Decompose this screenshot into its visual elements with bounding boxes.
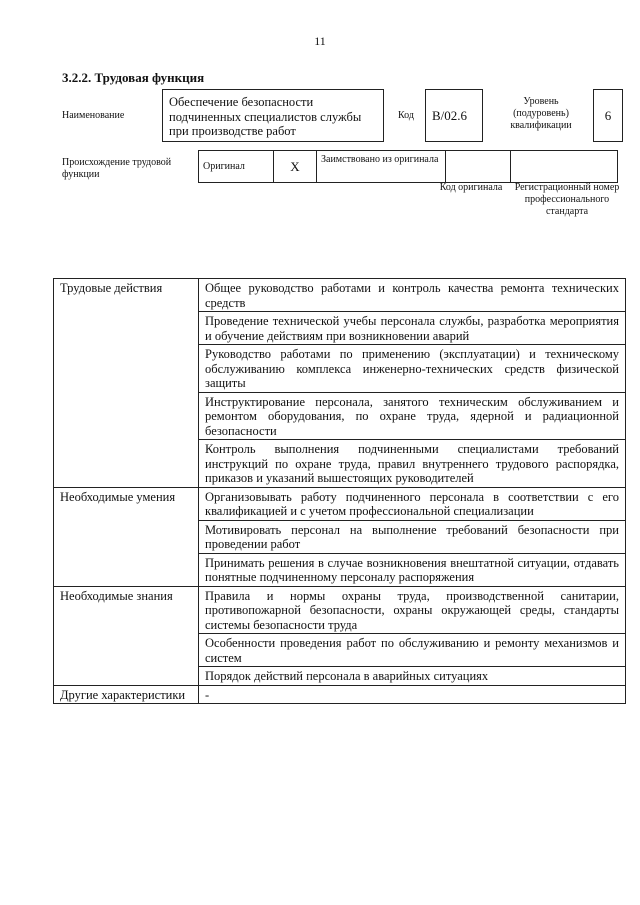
category-labor-actions: Трудовые действия bbox=[54, 279, 199, 488]
row-text: Организовывать работу подчиненного персонала в соответствии с его квалификацией и с учетом профессиональной специализации bbox=[199, 487, 626, 520]
original-mark: X bbox=[274, 151, 317, 183]
category-required-skills: Необходимые умения bbox=[54, 487, 199, 586]
function-code-box: B/02.6 bbox=[425, 89, 483, 142]
table-row bbox=[54, 279, 626, 312]
table-row bbox=[54, 685, 626, 704]
name-label: Наименование bbox=[62, 110, 125, 121]
origin-code-cell bbox=[446, 151, 511, 183]
section-title: 3.2.2. Трудовая функция bbox=[62, 70, 205, 85]
row-text: Руководство работами по применению (эксплуатации) и техническому обслуживанию комплекса инженерно-технических средств физической защиты bbox=[199, 345, 626, 393]
origin-table bbox=[198, 150, 618, 183]
origin-label: Происхождение трудовой функции bbox=[62, 157, 172, 180]
category-required-knowledge: Необходимые знания bbox=[54, 586, 199, 685]
table-row bbox=[54, 586, 626, 634]
reg-number-caption: Регистрационный номер профессионального стандарта bbox=[514, 182, 620, 217]
table-row bbox=[54, 487, 626, 520]
category-other-characteristics: Другие характеристики bbox=[54, 685, 199, 704]
row-text: Порядок действий персонала в аварийных ситуациях bbox=[199, 667, 626, 686]
page-number: 11 bbox=[314, 34, 326, 48]
function-details-table bbox=[53, 278, 626, 704]
row-text: Общее руководство работами и контроль качества ремонта технических средств bbox=[199, 279, 626, 312]
borrowed-label: Заимствовано из оригинала bbox=[317, 151, 446, 183]
row-text: Правила и нормы охраны труда, производственной санитарии, противопожарной безопасности, охраны окружающей среды, стандарты системы безопасности труда bbox=[199, 586, 626, 634]
qualification-level-box: 6 bbox=[593, 89, 623, 142]
row-text: Проведение технической учебы персонала службы, разработка мероприятия и обучение действиям при возникновении аварий bbox=[199, 312, 626, 345]
original-label: Оригинал bbox=[199, 151, 274, 183]
code-label: Код bbox=[398, 110, 414, 121]
row-text: Инструктирование персонала, занятого техническим обслуживанием и ремонтом оборудования, по охране труда, ядерной и радиационной безопасности bbox=[199, 392, 626, 440]
row-text: Особенности проведения работ по обслуживанию и ремонту механизмов и систем bbox=[199, 634, 626, 667]
row-text: - bbox=[199, 685, 626, 704]
row-text: Принимать решения в случае возникновения внештатной ситуации, отдавать понятные подчиненному персоналу распоряжения bbox=[199, 553, 626, 586]
row-text: Мотивировать персонал на выполнение требований безопасности при проведении работ bbox=[199, 520, 626, 553]
qualification-level-label: Уровень (подуровень) квалификации bbox=[510, 96, 572, 131]
row-text: Контроль выполнения подчиненными специалистами требований инструкций по охране труда, правил внутреннего трудового распорядка, приказов и указаний вышестоящих руководителей bbox=[199, 440, 626, 488]
function-name-box: Обеспечение безопасности подчиненных специалистов службы при производстве работ bbox=[162, 89, 384, 142]
reg-number-cell bbox=[511, 151, 618, 183]
origin-code-caption: Код оригинала bbox=[439, 182, 503, 193]
